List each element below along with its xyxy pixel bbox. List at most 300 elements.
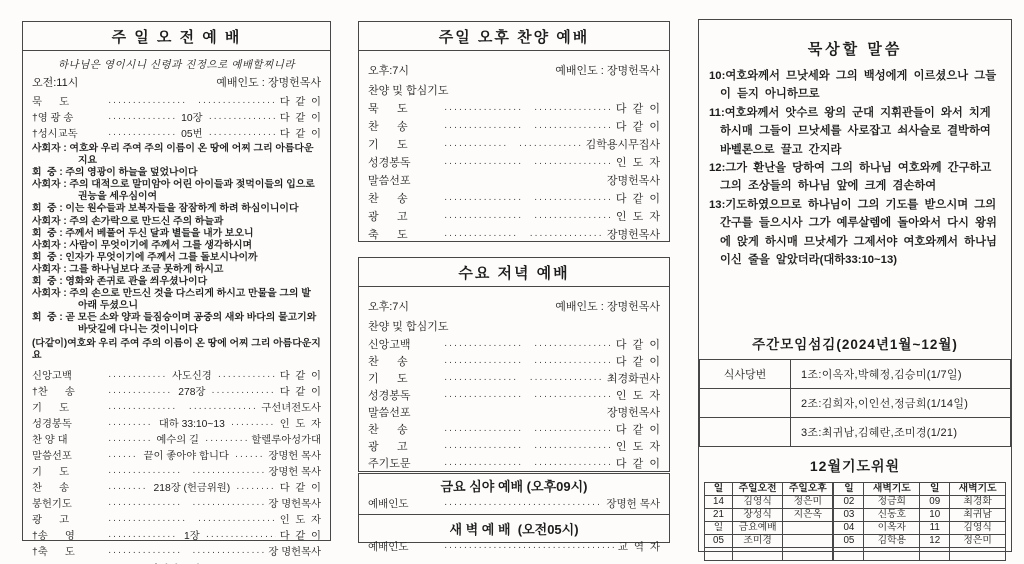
cell-name — [783, 522, 833, 535]
cell-day: 14 — [705, 496, 733, 509]
table-row — [834, 548, 1006, 561]
worship-item-detail: 대하 33:10~13 — [158, 418, 225, 430]
worship-item-detail: 278장 — [178, 386, 206, 398]
reading-speaker: 사회자 — [32, 263, 61, 275]
dot-leader — [108, 499, 180, 510]
worship-item-label: 봉헌기도 — [32, 498, 72, 510]
worship-item-person: 다 같 이 — [615, 356, 660, 368]
cell-name — [733, 548, 783, 561]
dot-leader — [444, 193, 522, 205]
worship-item-person: 장 명헌목사 — [268, 498, 321, 510]
service-time: 오후:7시 — [368, 301, 410, 313]
prayer-committee-title: 12월기도위원 — [809, 458, 901, 475]
responsive-reading-line — [32, 252, 321, 264]
worship-row — [368, 136, 660, 154]
meal-duty-names: 1조:이옥자,박혜정,김승미(1/7일) — [791, 360, 1011, 389]
reading-text: 사람이 무엇이기에 주께서 그를 생각하시며 — [69, 239, 253, 251]
col-day: 일 — [834, 483, 864, 496]
table-row — [834, 496, 1006, 509]
worship-item-person: 다 같 이 — [615, 339, 660, 351]
dot-leader — [444, 424, 522, 436]
dot-leader — [444, 211, 522, 223]
service-leader: 예배인도 : 장명헌목사 — [216, 77, 321, 89]
praise-prayer-line: 찬양 및 합심기도 — [368, 321, 449, 333]
service-meta — [368, 62, 660, 78]
dot-leader — [534, 121, 612, 133]
worship-item-label: †성시교독 — [32, 129, 78, 140]
worship-row — [368, 190, 660, 208]
responsive-reading-line — [32, 216, 321, 228]
worship-row — [368, 370, 660, 387]
together-line: (다같이)여호와 우리 주여 주의 이름이 온 땅에 어찌 그리 아름다운지요 — [32, 337, 321, 361]
responsive-reading-line — [32, 203, 321, 215]
dawn-prayer-table — [833, 482, 1006, 561]
dot-leader — [108, 451, 138, 462]
worship-row — [32, 527, 321, 543]
dot-leader — [211, 387, 275, 398]
dot-leader — [108, 547, 180, 558]
cell-day: 05 — [834, 535, 864, 548]
afternoon-title: 주일 오후 찬양 예배 — [359, 22, 669, 51]
meal-duty-role — [700, 418, 791, 447]
reading-separator: : — [60, 215, 70, 227]
meal-duty-row — [700, 360, 1011, 389]
worship-item-person: 할렐루아성가대 — [251, 434, 321, 446]
responsive-reading-line — [32, 288, 321, 312]
cell-day: 21 — [705, 509, 733, 522]
worship-item-label: †찬 송 — [32, 386, 75, 398]
worship-item-person: 다 같 이 — [615, 193, 660, 205]
dawn-title: 새 벽 예 배 (오전05시) — [449, 522, 579, 537]
dot-leader — [444, 339, 522, 351]
col-day: 일 — [920, 483, 950, 496]
dot-leader — [209, 113, 276, 124]
worship-item-person: 인 도 자 — [279, 418, 321, 430]
worship-row — [32, 495, 321, 511]
worship-item-person: 다 같 이 — [615, 424, 660, 436]
col-day: 일 — [705, 483, 733, 496]
worship-item-label: 말씀선포 — [368, 407, 411, 419]
reading-separator: : — [56, 251, 66, 263]
cell-day: 11 — [920, 522, 950, 535]
dot-leader — [444, 541, 614, 553]
afternoon-order — [368, 100, 660, 244]
responsive-reading-line — [32, 312, 321, 336]
reading-text: 이는 원수들과 보복자들을 잠잠하게 하려 하심이니이다 — [65, 203, 299, 215]
verse-line: 13:기도하였으므로 하나님이 그의 기도를 받으시며 그의 간구를 들으시사 그가 예루살렘에 돌아와서 다시 왕위에 앉게 하시매 므낫세가 그제서야 여호와께서 하나님이신 줄을 알았더라(대하33:10~13) — [709, 198, 997, 267]
dot-leader — [236, 483, 276, 494]
worship-item-label: 기 도 — [368, 373, 408, 385]
weekly-service-title: 주간모임섬김(2024년1월~12월) — [752, 337, 958, 353]
reading-separator: : — [60, 288, 70, 300]
worship-item-person: 장명헌목사 — [606, 407, 660, 419]
dot-leader — [534, 103, 612, 115]
dot-leader — [108, 467, 180, 478]
meal-duty-row — [700, 389, 1011, 418]
reading-speaker: 회 중 — [32, 312, 57, 324]
cell-name: 정금희 — [864, 496, 920, 509]
col-sunday-afternoon: 주일오후 — [783, 483, 833, 496]
dot-leader — [205, 435, 247, 446]
worship-item-label: 찬 양 대 — [32, 434, 68, 446]
table-row — [705, 548, 833, 561]
cell-name: 조미경 — [733, 535, 783, 548]
section-divider — [359, 514, 669, 515]
reading-speaker: 회 중 — [32, 251, 57, 263]
table-row — [705, 535, 833, 548]
cell-name: 지은옥 — [783, 509, 833, 522]
worship-item-label: 축 도 — [368, 229, 408, 241]
dot-leader — [198, 515, 276, 526]
order-of-worship-bottom — [32, 367, 321, 559]
worship-item-label: 묵 도 — [368, 103, 408, 115]
cell-name — [864, 548, 920, 561]
worship-item-label: 예배인도 — [368, 498, 409, 510]
cell-day: 03 — [834, 509, 864, 522]
worship-item-person: 인 도 자 — [615, 441, 660, 453]
worship-item-label: 묵 도 — [32, 97, 70, 108]
worship-item-person: 최경화권사 — [606, 373, 660, 385]
dot-leader — [192, 547, 264, 558]
dot-leader — [108, 435, 150, 446]
table-row — [705, 522, 833, 535]
worship-item-person: 장명헌 목사 — [268, 450, 321, 462]
worship-item-person: 다 같 이 — [615, 103, 660, 115]
reading-speaker: 회 중 — [32, 203, 57, 215]
responsive-reading-line — [32, 143, 321, 167]
sunday-morning-title: 주 일 오 전 예 배 — [23, 22, 330, 51]
worship-item-label: 예배인도 — [368, 541, 409, 553]
verse-line: 10:여호와께서 므낫세와 그의 백성에게 이르셨으나 그들이 듣지 아니하므로 — [709, 70, 997, 101]
worship-row — [368, 404, 660, 421]
dot-leader — [519, 139, 582, 151]
dot-leader — [534, 157, 612, 169]
dot-leader — [108, 419, 153, 430]
meal-duty-names: 2조:김희자,이인선,정금희(1/14일) — [791, 389, 1011, 418]
cell-day: 일 — [705, 522, 733, 535]
worship-motto: 하나님은 영이시니 신령과 진정으로 예배할찌니라 — [57, 59, 296, 71]
worship-row — [368, 438, 660, 455]
cell-name: 장성식 — [733, 509, 783, 522]
dot-leader — [235, 451, 265, 462]
reading-separator: : — [60, 179, 70, 191]
cell-day: 10 — [920, 509, 950, 522]
reading-separator: : — [56, 276, 66, 288]
dot-leader — [209, 129, 276, 140]
cell-name — [783, 535, 833, 548]
reading-separator: : — [56, 227, 66, 239]
worship-item-label: †송 영 — [32, 530, 75, 542]
worship-item-label: 성경봉독 — [368, 390, 411, 402]
dot-leader — [444, 157, 522, 169]
dot-leader — [534, 424, 612, 436]
dot-leader — [534, 339, 612, 351]
sunday-prayer-table — [704, 482, 833, 561]
worship-item-person: 교 역 자 — [617, 541, 660, 553]
responsive-reading-line — [32, 167, 321, 179]
reading-speaker: 사회자 — [32, 179, 61, 191]
worship-row — [368, 336, 660, 353]
dot-leader — [444, 441, 522, 453]
cell-day: 09 — [920, 496, 950, 509]
table-header-row — [834, 483, 1006, 496]
panel-sunday-afternoon-worship — [358, 21, 670, 242]
responsive-reading-line — [32, 264, 321, 276]
dot-leader — [534, 458, 612, 470]
cell-name: 최경화 — [950, 496, 1006, 509]
worship-item-label: 말씀선포 — [32, 450, 72, 462]
table-row — [834, 509, 1006, 522]
worship-row — [368, 421, 660, 438]
dot-leader — [534, 441, 612, 453]
worship-item-label: 신앙고백 — [32, 370, 72, 382]
worship-item-person: 인 도 자 — [615, 157, 660, 169]
worship-item-label: 성경봉독 — [368, 157, 411, 169]
dot-leader — [444, 229, 517, 241]
praise-prayer-line: 찬양 및 합심기도 — [368, 85, 449, 97]
worship-item-label: †축 도 — [32, 546, 75, 558]
dot-leader — [198, 97, 276, 108]
dot-leader — [218, 371, 276, 382]
responsive-reading-line — [32, 240, 321, 252]
worship-row — [368, 353, 660, 370]
verse-line: 11:여호와께서 앗수르 왕의 군대 지휘관들이 와서 치게 하시매 그들이 므낫세를 사로잡고 쇠사슬로 결박하여 바벨론으로 끌고 간지라 — [709, 106, 991, 156]
worship-item-label: 기 도 — [32, 402, 70, 414]
meal-duty-role: 식사당번 — [700, 360, 791, 389]
reading-separator: : — [56, 312, 66, 324]
reading-speaker: 사회자 — [32, 239, 61, 251]
cell-name: 정은미 — [950, 535, 1006, 548]
col-sunday-morning: 주일오전 — [733, 483, 783, 496]
reading-separator: : — [56, 167, 66, 179]
panel-meditation-and-duty — [698, 19, 1012, 552]
responsive-reading-line — [32, 179, 321, 203]
worship-row — [32, 109, 321, 125]
cell-name: 이옥자 — [864, 522, 920, 535]
worship-row — [32, 479, 321, 495]
dot-leader — [192, 467, 264, 478]
worship-item-label: 찬 송 — [368, 424, 408, 436]
worship-item-detail: 10장 — [181, 113, 203, 124]
meal-duty-row — [700, 418, 1011, 447]
meditation-verses — [699, 67, 1011, 269]
reading-speaker: 회 중 — [32, 167, 57, 179]
meal-duty-table — [699, 359, 1011, 447]
reading-speaker: 사회자 — [32, 215, 61, 227]
reading-speaker: 회 중 — [32, 227, 57, 239]
meal-duty-names: 3조:최귀남,김혜란,조미경(1/21) — [791, 418, 1011, 447]
panel-sunday-morning-worship — [22, 21, 331, 558]
dot-leader — [192, 499, 264, 510]
reading-text: 여호와 우리 주여 주의 이름이 온 땅에 어찌 그리 아름다운지요 — [69, 143, 314, 167]
dot-leader — [108, 387, 172, 398]
worship-item-person: 장명헌 목사 — [268, 466, 321, 478]
cell-name: 정은미 — [783, 496, 833, 509]
worship-item-label: 광 고 — [368, 441, 408, 453]
worship-row — [368, 154, 660, 172]
dot-leader — [108, 403, 177, 414]
worship-item-detail: 사도신경 — [171, 370, 212, 382]
service-time: 오전:11시 — [32, 77, 79, 89]
worship-row — [32, 399, 321, 415]
dot-leader — [231, 419, 276, 430]
dot-leader — [534, 193, 612, 205]
worship-row — [32, 463, 321, 479]
reading-speaker: 사회자 — [32, 143, 61, 154]
cell-day — [920, 548, 950, 561]
reading-separator: : — [60, 263, 70, 275]
meal-duty-role — [700, 389, 791, 418]
worship-row — [368, 387, 660, 404]
reading-text: 주의 손으로 만드신 것을 다스리게 하시고 만물을 그의 발 아래 두셨으니 — [69, 288, 311, 312]
reading-text: 주의 대적으로 말미암아 어린 아이들과 젖먹이들의 입으로 권능을 세우심이여 — [69, 179, 315, 203]
dot-leader — [534, 211, 612, 223]
worship-item-label: 찬 송 — [368, 193, 408, 205]
cell-name: 신동호 — [864, 509, 920, 522]
reading-separator: : — [60, 239, 70, 251]
worship-row — [32, 383, 321, 399]
worship-item-person: 인 도 자 — [615, 390, 660, 402]
cell-day: 04 — [834, 522, 864, 535]
worship-row — [368, 100, 660, 118]
worship-item-label: 찬 송 — [368, 121, 408, 133]
worship-row — [32, 511, 321, 527]
cell-name: 금요예배 — [733, 522, 783, 535]
worship-item-detail: 끝이 좋아야 합니다 — [143, 450, 229, 462]
worship-row — [32, 543, 321, 559]
worship-row — [32, 415, 321, 431]
reading-text: 주의 손가락으로 만드신 주의 하늘과 — [69, 215, 224, 227]
worship-item-person: 구선녀전도사 — [261, 402, 321, 414]
service-meta — [32, 74, 321, 90]
worship-item-label: †영 광 송 — [32, 113, 74, 124]
service-leader: 예배인도 : 장명헌목사 — [555, 65, 660, 77]
dot-leader — [108, 515, 186, 526]
worship-item-person: 장명헌목사 — [606, 229, 660, 241]
dot-leader — [108, 371, 166, 382]
reading-text: 곧 모든 소와 양과 들짐승이며 공중의 새와 바다의 물고기와 바닷길에 다니는 것이니이다 — [65, 312, 317, 336]
worship-item-label: 기 도 — [368, 139, 408, 151]
verse-line: 12:그가 환난을 당하여 그의 하나님 여호와께 간구하고 그의 조상들의 하나님 앞에 크게 겸손하여 — [709, 162, 992, 193]
worship-item-label: 주기도문 — [368, 458, 411, 470]
friday-title: 금요 심야 예배 (오후09시) — [440, 479, 588, 494]
table-header-row — [705, 483, 833, 496]
cell-day: 12 — [920, 535, 950, 548]
worship-item-person: 다 같 이 — [279, 113, 321, 124]
worship-item-detail: 05번 — [181, 129, 203, 140]
worship-item-detail: 예수의 길 — [156, 434, 200, 446]
cell-day — [834, 548, 864, 561]
worship-item-person: 장 명헌목사 — [268, 546, 321, 558]
cell-name — [783, 548, 833, 561]
worship-item-label: 신앙고백 — [368, 339, 411, 351]
dot-leader — [108, 113, 175, 124]
table-row — [834, 522, 1006, 535]
reading-speaker: 회 중 — [32, 276, 57, 288]
worship-row — [368, 496, 660, 512]
worship-item-person: 다 같 이 — [615, 458, 660, 470]
worship-item-person: 김학용시무집사 — [585, 139, 660, 151]
worship-item-person: 다 같 이 — [279, 530, 321, 542]
worship-item-label: 광 고 — [32, 514, 70, 526]
table-row — [834, 535, 1006, 548]
wednesday-title: 수요 저녁 예배 — [359, 258, 669, 287]
service-leader: 예배인도 : 장명헌목사 — [555, 301, 660, 313]
worship-item-label: 찬 송 — [32, 482, 70, 494]
dot-leader — [444, 498, 602, 510]
dot-leader — [444, 103, 522, 115]
cell-day: 05 — [705, 535, 733, 548]
reading-text: 그를 하나님보다 조금 못하게 하시고 — [69, 263, 224, 275]
worship-row — [32, 125, 321, 141]
worship-row — [32, 367, 321, 383]
dot-leader — [529, 229, 602, 241]
worship-row — [368, 455, 660, 472]
worship-item-label: 찬 송 — [368, 356, 408, 368]
responsive-reading-line — [32, 276, 321, 288]
reading-text: 인자가 무엇이기에 주께서 그를 돌보시나이까 — [65, 251, 258, 263]
cell-name — [950, 548, 1006, 561]
cell-name: 최귀남 — [950, 509, 1006, 522]
dot-leader — [108, 97, 186, 108]
col-dawn-prayer: 새벽기도 — [864, 483, 920, 496]
reading-separator: : — [56, 203, 66, 215]
worship-item-label: 성경봉독 — [32, 418, 72, 430]
cell-day — [705, 548, 733, 561]
cell-name: 김영식 — [733, 496, 783, 509]
sunday-morning-body — [23, 51, 330, 564]
cell-name: 김영식 — [950, 522, 1006, 535]
worship-item-person: 인 도 자 — [615, 211, 660, 223]
worship-row — [368, 539, 660, 555]
dot-leader — [108, 483, 148, 494]
dot-leader — [529, 373, 602, 385]
dot-leader — [534, 390, 612, 402]
table-row — [705, 509, 833, 522]
worship-row — [368, 208, 660, 226]
dot-leader — [534, 356, 612, 368]
reading-text: 주의 영광이 하늘을 덮었나이다 — [65, 167, 198, 179]
reading-text: 주께서 베풀어 두신 달과 별들을 내가 보오니 — [65, 227, 254, 239]
worship-row — [32, 93, 321, 109]
worship-row — [32, 447, 321, 463]
dot-leader — [444, 121, 522, 133]
reading-text: 영화와 존귀로 관을 씌우셨나이다 — [65, 276, 208, 288]
worship-item-person: 다 같 이 — [279, 129, 321, 140]
dot-leader — [206, 531, 276, 542]
responsive-reading-line — [32, 228, 321, 240]
dot-leader — [444, 373, 517, 385]
dot-leader — [444, 356, 522, 368]
panel-wednesday-evening-worship — [358, 257, 670, 472]
worship-item-label: 말씀선포 — [368, 175, 411, 187]
wednesday-order — [368, 336, 660, 472]
table-row — [705, 496, 833, 509]
col-dawn-prayer: 새벽기도 — [950, 483, 1006, 496]
worship-item-person: 인 도 자 — [279, 514, 321, 526]
cell-day: 02 — [834, 496, 864, 509]
worship-row — [368, 226, 660, 244]
worship-item-person: 다 같 이 — [615, 121, 660, 133]
dot-leader — [444, 139, 507, 151]
meditation-title: 묵상할 말씀 — [807, 41, 903, 58]
dot-leader — [108, 531, 178, 542]
worship-item-person: 다 같 이 — [279, 370, 321, 382]
dot-leader — [108, 129, 175, 140]
responsive-reading — [32, 143, 321, 337]
worship-item-detail: 1장 — [184, 530, 200, 542]
cell-name: 김학용 — [864, 535, 920, 548]
